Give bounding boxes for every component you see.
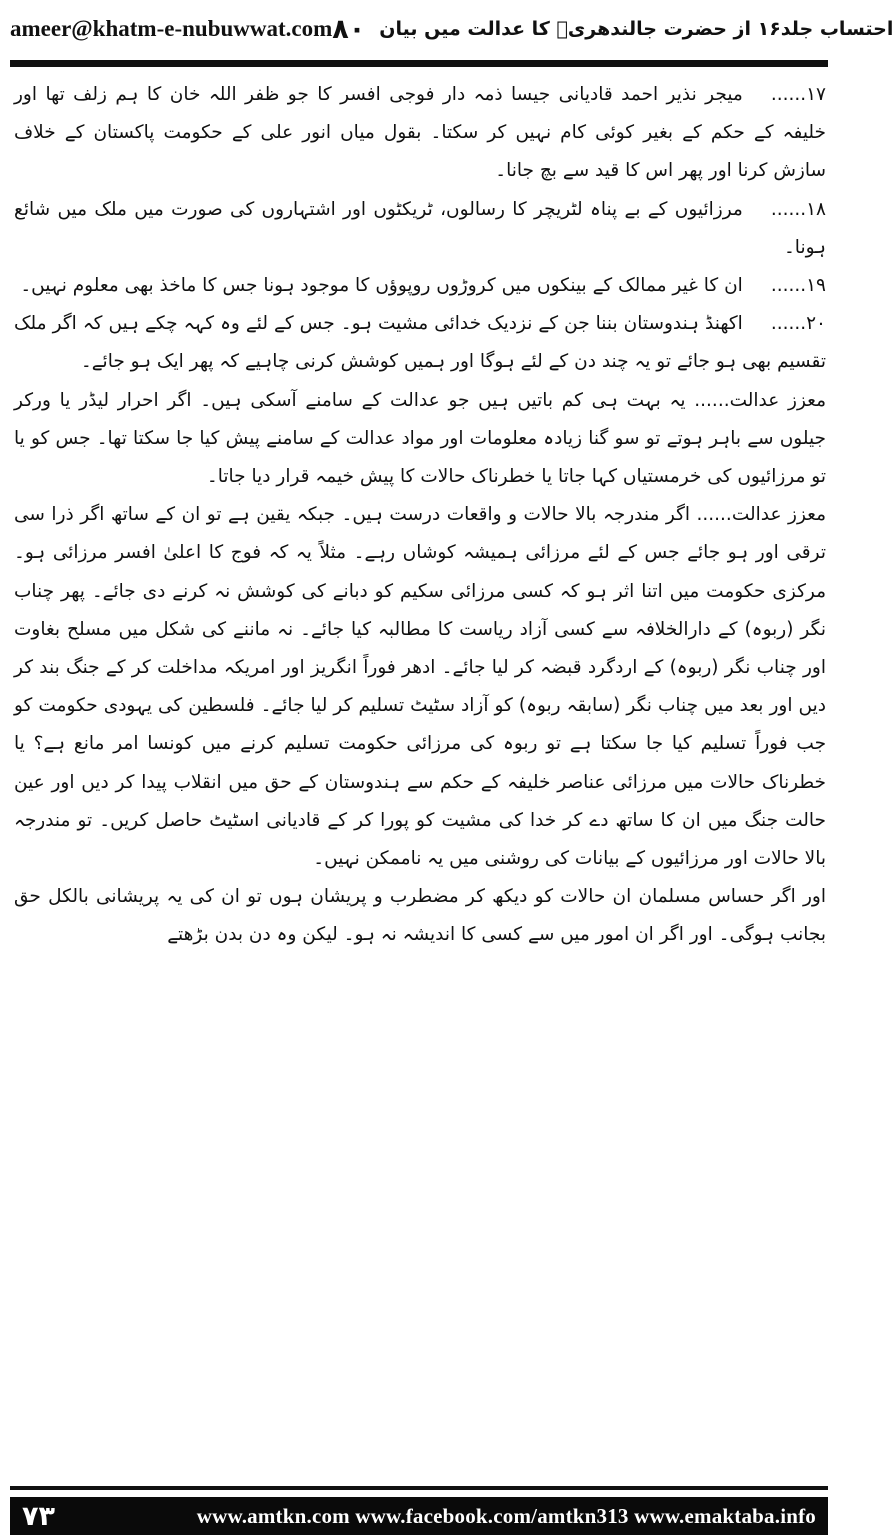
paragraph-text: معزز عدالت...... یہ بہت ہی کم باتیں ہیں جو عدالت کے سامنے آسکی ہیں۔ اگر احرار لیڈر یا ورکر جیلوں سے باہر ہوتے تو سو گنا زیادہ معلومات اور مواد عدالت کے سامنے پیش کیا جا سکتا تھا۔ جس کو یا تو مرزائیوں کی خرمستیاں کہا جاتا یا خطرناک حالات کا پیش خیمہ قرار دیا جاتا۔ [14,389,826,488]
paragraph-text: مرزائیوں کے بے پناہ لٹریچر کا رسالوں، ٹریکٹوں اور اشتہاروں کی صورت میں ملک میں شائع ہونا۔ [14,198,826,258]
paragraph-18 [14,191,826,267]
header-page-number: ۸۰ [332,13,366,45]
paragraph-text: میجر نذیر احمد قادیانی جیسا ذمہ دار فوجی افسر کا جو ظفر اللہ خان کا ہم زلف تھا اور خلیفہ کے حکم کے بغیر کوئی کام نہیں کر سکتا۔ بقول میاں انور علی کے حکومت پاکستان کے خلاف سازش کرنا اور پھر اس کا قید سے بچ جانا۔ [14,84,826,182]
paragraph-text: ان کا غیر ممالک کے بینکوں میں کروڑوں روپوؤں کا موجود ہونا جس کا ماخذ بھی معلوم نہیں۔ [20,275,743,297]
header-title-block [332,14,893,45]
footer-rule [10,1486,828,1490]
item-number: ۱۹...... [770,275,826,297]
page-header [10,4,893,54]
header-email[interactable]: ameer@khatm-e-nubuwwat.com [10,16,333,41]
paragraph-text: اور اگر حساس مسلمان ان حالات کو دیکھ کر مضطرب و پریشان ہوں تو ان کی یہ پریشانی بالکل حق بجانب ہوگی۔ اور اگر ان امور میں سے کسی کا اندیشہ نہ ہو۔ لیکن وہ دن بدن بڑھتے [14,886,826,946]
header-rule [10,60,828,67]
item-number: ۲۰...... [770,313,826,335]
paragraph-court-2 [14,496,826,878]
item-number: ۱۸...... [770,198,826,220]
page-body [14,76,826,955]
paragraph-court-1 [14,382,826,497]
footer-page-number: ۷۳ [22,1500,55,1532]
footer-links[interactable]: www.amtkn.com www.facebook.com/amtkn313 www.emaktaba.info [196,1503,816,1528]
header-book-title: احتساب جلد۱۶ از حضرت جالندھریؒ کا عدالت میں بیان [379,18,893,40]
paragraph-20 [14,305,826,381]
paragraph-text: معزز عدالت...... اگر مندرجہ بالا حالات و واقعات درست ہیں۔ جبکہ یقین ہے تو ان کے ساتھ اگر ذرا سی ترقی اور ہو جائے جس کے لئے مرزائی ہمیشہ کوشاں رہے۔ مثلاً یہ کہ فوج کا اعلیٰ افسر مرزائی ہو۔ مرکزی حکومت میں اتنا اثر ہو کہ کسی مرزائی سکیم کو دبانے کی کوشش نہ کرنے دی جائے۔ پھر چناب نگر (ربوہ) کے دارالخلافہ سے کسی آزاد ریاست کا مطالبہ کیا جائے۔ نہ ماننے کی شکل میں مسلح بغاوت اور چناب نگر (ربوہ) کے اردگرد قبضہ کر لیا جائے۔ ادھر فوراً انگریز اور امریکہ مداخلت کر کے جنگ بند کر دیں اور بعد میں چناب نگر (سابقہ ربوہ) کو آزاد سٹیٹ تسلیم کر لیا جائے۔ فلسطین کی یہودی حکومت کو جب فوراً تسلیم کیا جا سکتا ہے تو ربوہ کی مرزائی حکومت تسلیم کرنے میں کونسا امر مانع ہے؟ یا خطرناک حالات میں مرزائی عناصر خلیفہ کے حکم سے ہندوستان کے حق میں انقلاب پیدا کر دیں اور عین حالت جنگ میں ان کا ساتھ دے کر خدا کی مشیت کو پورا کر کے قادیانی اسٹیٹ حاصل کریں۔ تو مندرجہ بالا حالات اور مرزائیوں کے بیانات کی روشنی میں یہ ناممکن نہیں۔ [14,504,826,870]
paragraph-closing [14,878,826,954]
paragraph-19 [14,267,826,305]
paragraph-17 [14,76,826,191]
footer-bar [10,1497,828,1535]
item-number: ۱۷...... [770,84,826,105]
paragraph-text: اکھنڈ ہندوستان بننا جن کے نزدیک خدائی مشیت ہو۔ جس کے لئے وہ کہہ چکے ہیں کہ اگر ملک تقسیم بھی ہو جائے تو یہ چند دن کے لئے ہوگا اور ہمیں کوشش کرنی چاہیے کہ پھر ایک ہو جائے۔ [14,313,826,373]
